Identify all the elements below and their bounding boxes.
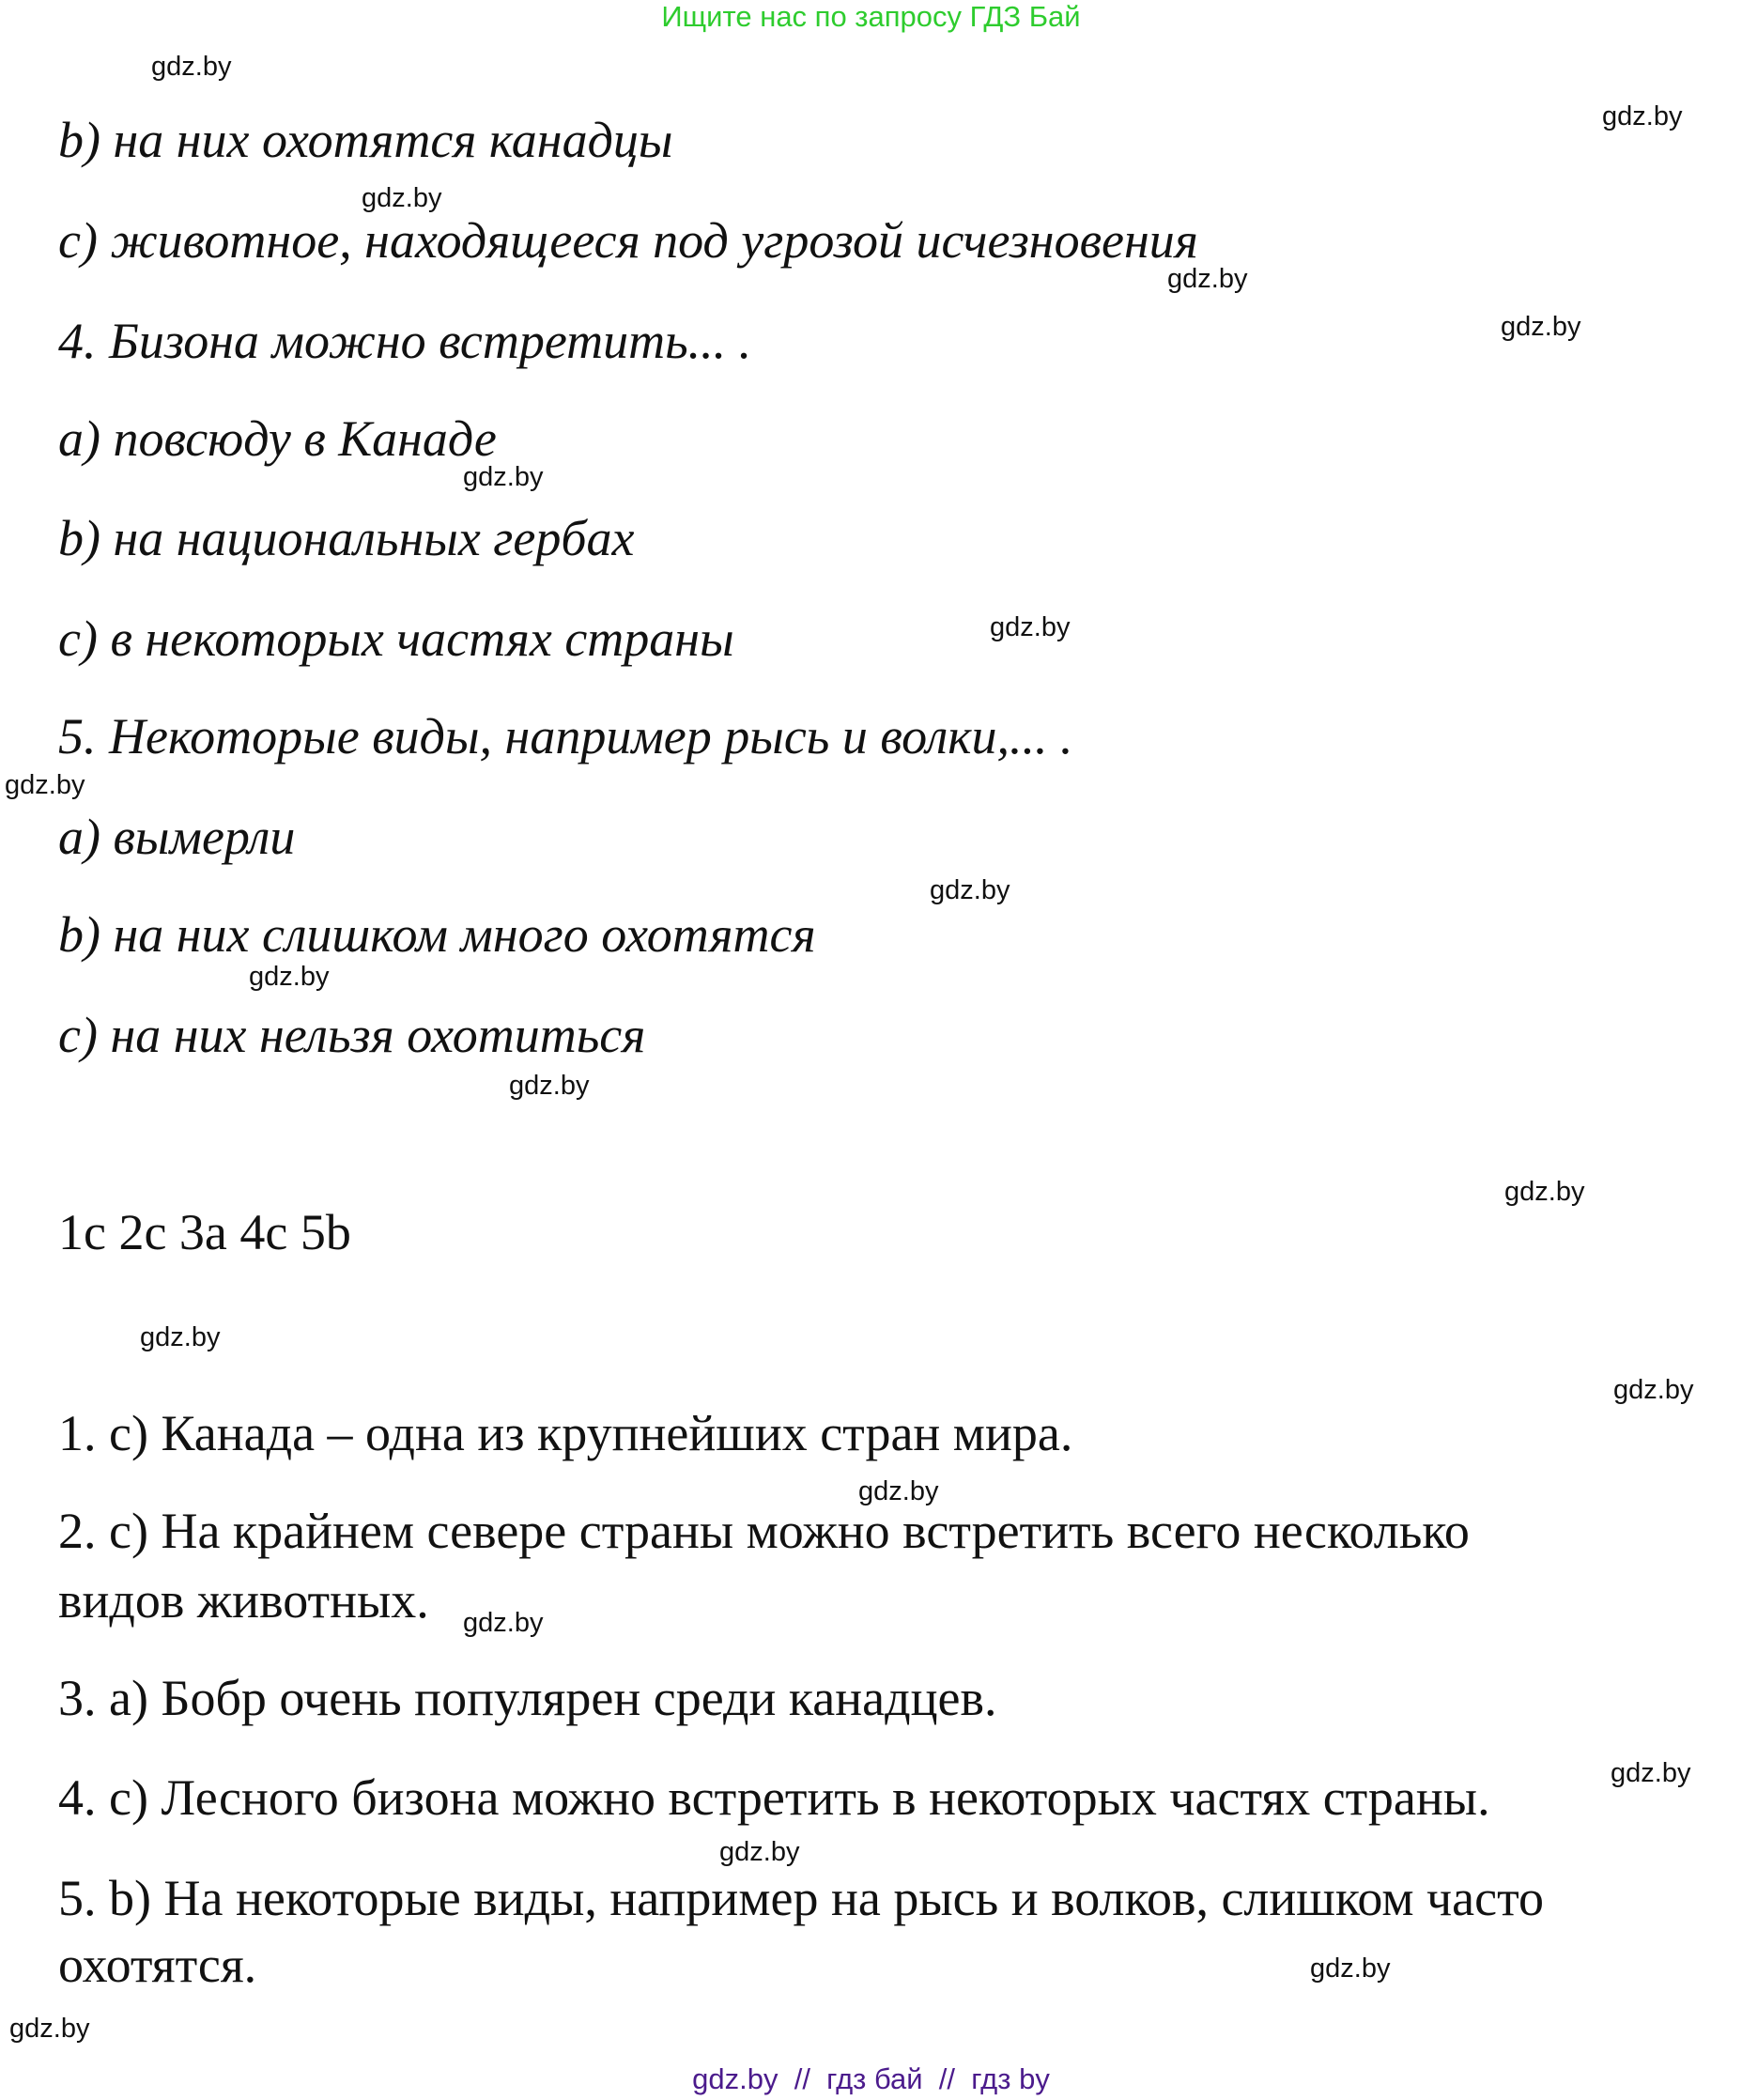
- answer-line: 1. c) Канада – одна из крупнейших стран мира.: [58, 1405, 1073, 1461]
- watermark: gdz.by: [719, 1837, 800, 1867]
- footer-links[interactable]: gdz.by // гдз бай // гдз by: [692, 2062, 1050, 2095]
- answer-line: 4. c) Лесного бизона можно встретить в некоторых частях страны.: [58, 1769, 1490, 1826]
- watermark: gdz.by: [9, 2014, 90, 2044]
- watermark: gdz.by: [930, 875, 1010, 905]
- question-line: b) на них охотятся канадцы: [58, 112, 673, 168]
- answer-line: 5. b) На некоторые виды, например на рысь и волков, слишком часто: [58, 1870, 1544, 1926]
- watermark: gdz.by: [1602, 101, 1683, 131]
- answer-line: 2. c) На крайнем севере страны можно встретить всего несколько: [58, 1503, 1470, 1559]
- watermark: gdz.by: [1611, 1758, 1691, 1788]
- watermark: gdz.by: [5, 770, 85, 800]
- watermark: gdz.by: [509, 1071, 590, 1101]
- question-line: 5. Некоторые виды, например рысь и волки,... .: [58, 708, 1073, 764]
- question-line: c) животное, находящееся под угрозой исчезновения: [58, 212, 1198, 269]
- answer-line: видов животных.: [58, 1572, 429, 1629]
- watermark: gdz.by: [463, 462, 544, 492]
- question-line: b) на них слишком много охотятся: [58, 906, 816, 963]
- question-line: c) в некоторых частях страны: [58, 610, 734, 667]
- watermark: gdz.by: [362, 183, 442, 213]
- watermark: gdz.by: [249, 962, 330, 992]
- answer-key: 1c 2c 3a 4c 5b: [58, 1204, 351, 1260]
- watermark: gdz.by: [1613, 1375, 1694, 1405]
- question-line: 4. Бизона можно встретить... .: [58, 313, 752, 369]
- watermark: gdz.by: [990, 612, 1071, 642]
- answer-line: 3. a) Бобр очень популярен среди канадцев.: [58, 1670, 997, 1726]
- watermark: gdz.by: [1501, 312, 1581, 342]
- watermark: gdz.by: [858, 1476, 939, 1506]
- question-line: b) на национальных гербах: [58, 510, 635, 566]
- answer-line: охотятся.: [58, 1937, 257, 1993]
- watermark: gdz.by: [140, 1322, 221, 1352]
- question-line: a) вымерли: [58, 809, 296, 865]
- question-line: a) повсюду в Канаде: [58, 410, 497, 467]
- watermark: gdz.by: [463, 1608, 544, 1638]
- watermark: gdz.by: [1310, 1953, 1391, 1984]
- watermark: gdz.by: [151, 52, 232, 82]
- search-hint-banner[interactable]: Ищите нас по запросу ГДЗ Бай: [661, 0, 1081, 33]
- watermark: gdz.by: [1504, 1177, 1585, 1207]
- watermark: gdz.by: [1167, 264, 1248, 294]
- question-line: c) на них нельзя охотиться: [58, 1007, 646, 1063]
